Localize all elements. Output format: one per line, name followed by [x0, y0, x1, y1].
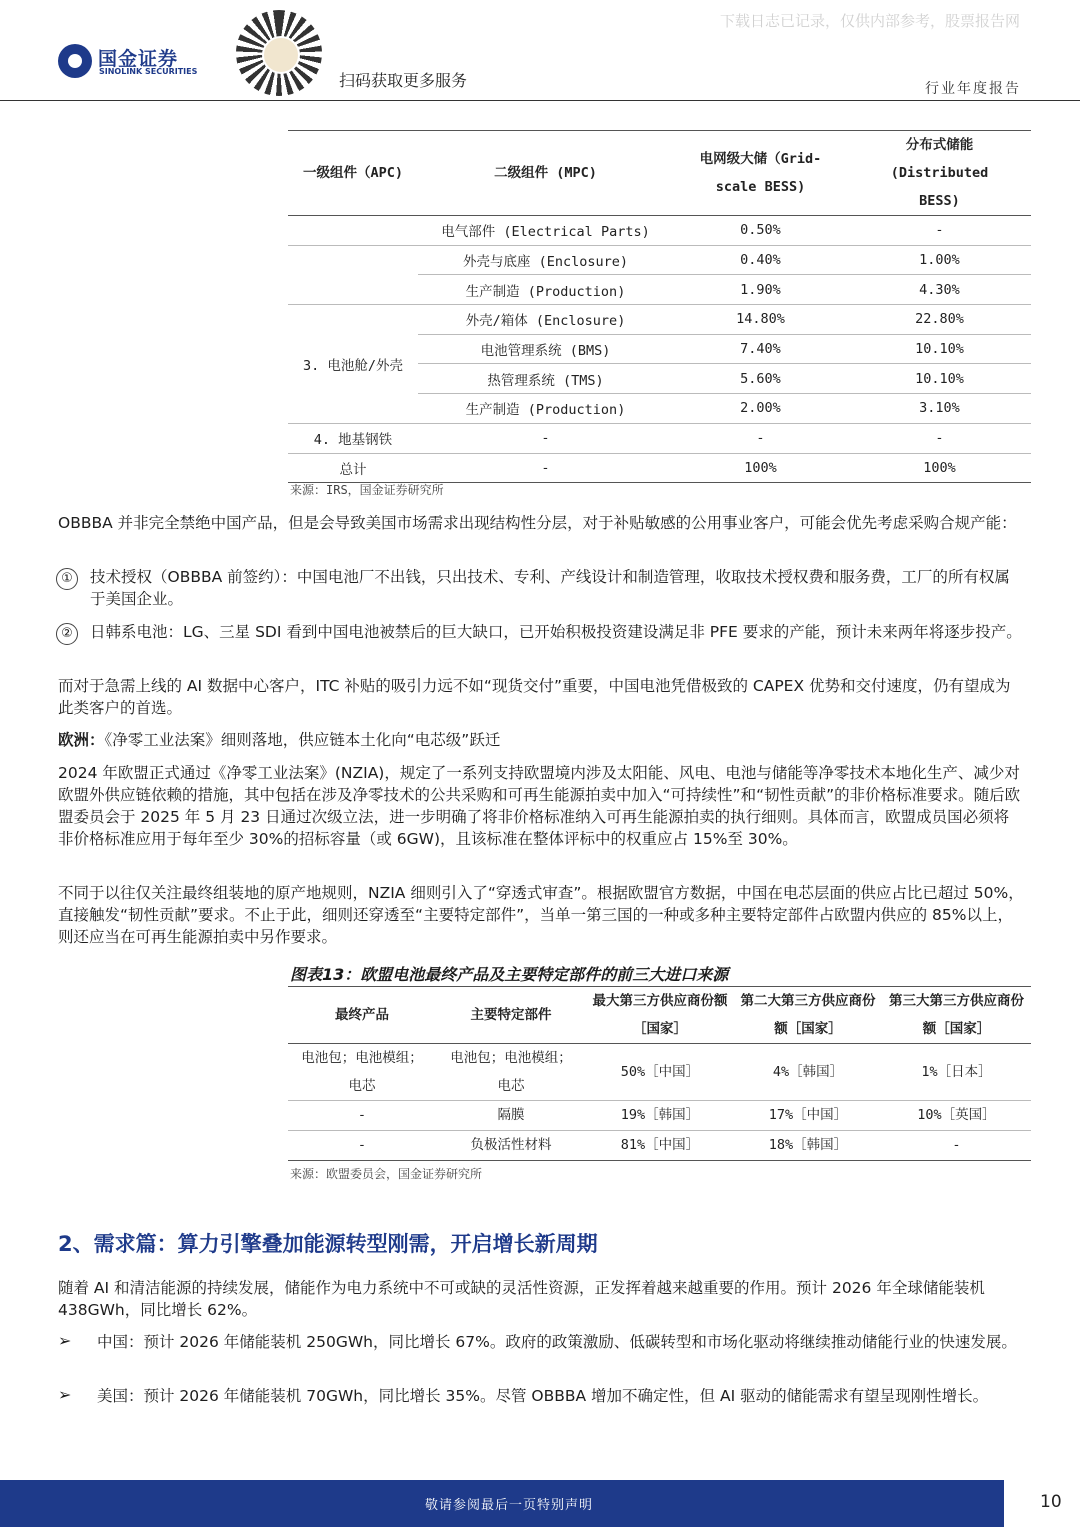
- table-group-cell: 3. 电池舱/外壳: [288, 305, 418, 424]
- table-row: [288, 1101, 1031, 1131]
- bullet-arrow-icon: ➢: [58, 1331, 72, 1350]
- table-cell: -: [418, 453, 673, 483]
- table-cell: 22.80%: [848, 305, 1031, 335]
- table-header-cell: 电网级大储（Grid-scale BESS): [673, 131, 848, 216]
- table-cell: 电气部件 (Electrical Parts): [418, 216, 673, 246]
- table-header-cell: 第三大第三方供应商份额［国家］: [882, 987, 1031, 1044]
- watermark-text: 下载日志已记录，仅供内部参考，股票报告网: [720, 12, 1021, 30]
- bullet-item: 中国：预计 2026 年储能装机 250GWh，同比增长 67%。政府的政策激励、低碳转型和市场化驱动将继续推动储能行业的快速发展。: [97, 1333, 1017, 1351]
- table-cell: 17%［中国］: [734, 1101, 882, 1131]
- qr-caption: 扫码获取更多服务: [339, 71, 468, 90]
- table-cell: 14.80%: [673, 305, 848, 335]
- component-cost-table: [288, 130, 1031, 483]
- table-cell: 81%［中国］: [586, 1131, 734, 1161]
- table-header-cell: 主要特定部件: [436, 987, 586, 1044]
- bullet-item: 美国：预计 2026 年储能装机 70GWh，同比增长 35%。尽管 OBBBA 增加不确定性，但 AI 驱动的储能需求有望呈现刚性增长。: [97, 1387, 989, 1405]
- page-number: 10: [1040, 1492, 1062, 1512]
- table-header-cell: 一级组件（APC): [288, 131, 418, 216]
- paragraph: 2024 年欧盟正式通过《净零工业法案》(NZIA)，规定了一系列支持欧盟境内涉及太阳能、风电、电池与储能等净零技术本地化生产、减少对欧盟外供应链依赖的措施，其中包括在涉及净零技术的公共采购和可再生能源拍卖中加入“可持续性”和“韧性贡献”的非价格标准要求。随后欧盟委员会于 2025 年 5 月 23 日通过次级立法，进一步明确了将非价格标准纳入可再生能源拍卖的执行细则。具体而言，欧盟成员国必须将非价格标准应用于每年至少 30%的招标容量（或 6GW)，且该标准在整体评标中的权重应占 15%至 30%。: [58, 764, 1021, 848]
- table-cell: 10%［英国］: [882, 1101, 1031, 1131]
- table-cell: 0.40%: [673, 245, 848, 275]
- bullet-arrow-icon: ➢: [58, 1385, 72, 1404]
- table-cell: -: [288, 1131, 436, 1161]
- table-row: [288, 216, 1031, 246]
- table-cell: 2.00%: [673, 394, 848, 424]
- footer-notice: 敬请参阅最后一页特别声明: [425, 1498, 594, 1513]
- table-cell: 4.30%: [848, 275, 1031, 305]
- table-cell: -: [673, 423, 848, 453]
- paragraph: OBBBA 并非完全禁绝中国产品，但是会导致美国市场需求出现结构性分层，对于补贴敏感的公用事业客户，可能会优先考虑采购合规产能：: [58, 514, 1017, 532]
- table-header-cell: 第二大第三方供应商份额［国家］: [734, 987, 882, 1044]
- table-row: [288, 453, 1031, 483]
- subheading-bold: 欧洲：: [58, 731, 105, 749]
- table-cell: 7.40%: [673, 334, 848, 364]
- table-source: 来源：IRS，国金证券研究所: [290, 483, 444, 497]
- table-row: [288, 305, 1031, 335]
- paragraph: 不同于以往仅关注最终组装地的原产地规则，NZIA 细则引入了“穿透式审查”。根据欧盟官方数据，中国在电芯层面的供应占比已超过 50%，直接触发“韧性贡献”要求。不止于此，细则还穿透至“主要特定部件”，当单一第三国的一种或多种主要特定部件占欧盟内供应的 85%以上，则还应当在可再生能源拍卖中另作要求。: [58, 884, 1024, 946]
- table-cell: 4%［韩国］: [734, 1044, 882, 1101]
- table-cell: -: [288, 1101, 436, 1131]
- table-cell: 4. 地基钢铁: [288, 423, 418, 453]
- subheading-text: 《净零工业法案》细则落地，供应链本土化向“电芯级”跃迁: [104, 731, 501, 749]
- table-row: [288, 1131, 1031, 1161]
- table-cell: 生产制造 (Production): [418, 394, 673, 424]
- table-cell: 100%: [848, 453, 1031, 483]
- qr-center-logo-icon: [262, 36, 300, 74]
- list-number: ②: [56, 623, 78, 645]
- table-header-cell: 二级组件 (MPC): [418, 131, 673, 216]
- table-cell: 生产制造 (Production): [418, 275, 673, 305]
- eu-import-source-table: [288, 986, 1031, 1161]
- section-title: 2、需求篇：算力引擎叠加能源转型刚需，开启增长新周期: [58, 1232, 598, 1256]
- sinolink-logo-icon: [58, 44, 92, 78]
- list-number: ①: [56, 568, 78, 590]
- table-header-cell: 分布式储能 (Distributed BESS): [848, 131, 1031, 216]
- paragraph: 而对于急需上线的 AI 数据中心客户，ITC 补贴的吸引力远不如“现货交付”重要，中国电池凭借极致的 CAPEX 优势和交付速度，仍有望成为此类客户的首选。: [58, 677, 1011, 717]
- table-cell: 外壳/箱体 (Enclosure): [418, 305, 673, 335]
- logo-english-name: SINOLINK SECURITIES: [99, 67, 198, 76]
- subheading: [58, 729, 1024, 751]
- figure-caption: 图表13：欧盟电池最终产品及主要特定部件的前三大进口来源: [290, 965, 729, 984]
- report-type-label: 行业年度报告: [925, 81, 1021, 97]
- paragraph: 随着 AI 和清洁能源的持续发展，储能作为电力系统中不可或缺的灵活性资源，正发挥着越来越重要的作用。预计 2026 年全球储能装机 438GWh，同比增长 62%。: [58, 1279, 985, 1319]
- header-divider: [0, 100, 1080, 101]
- table-cell: 3.10%: [848, 394, 1031, 424]
- table-cell: 50%［中国］: [586, 1044, 734, 1101]
- table-cell: -: [848, 423, 1031, 453]
- figure-source: 来源：欧盟委员会，国金证券研究所: [290, 1167, 483, 1181]
- table-cell: 外壳与底座 (Enclosure): [418, 245, 673, 275]
- table-cell: 10.10%: [848, 334, 1031, 364]
- table-header-cell: 最终产品: [288, 987, 436, 1044]
- table-cell: 1.00%: [848, 245, 1031, 275]
- logo-name: 国金证券: [98, 48, 179, 70]
- table-row: [288, 423, 1031, 453]
- table-cell: -: [848, 216, 1031, 246]
- table-cell: 100%: [673, 453, 848, 483]
- table-cell: 19%［韩国］: [586, 1101, 734, 1131]
- list-item: 日韩系电池：LG、三星 SDI 看到中国电池被禁后的巨大缺口，已开始积极投资建设满足非 PFE 要求的产能，预计未来两年将逐步投产。: [90, 623, 1022, 641]
- table-cell: 热管理系统 (TMS): [418, 364, 673, 394]
- table-cell: 5.60%: [673, 364, 848, 394]
- table-cell: 隔膜: [436, 1101, 586, 1131]
- list-item: 技术授权（OBBBA 前签约）：中国电池厂不出钱，只出技术、专利、产线设计和制造管理，收取技术授权费和服务费，工厂的所有权属于美国企业。: [90, 568, 1010, 608]
- table-cell: 负极活性材料: [436, 1131, 586, 1161]
- table-cell: -: [882, 1131, 1031, 1161]
- table-cell: 10.10%: [848, 364, 1031, 394]
- table-cell: 电池包；电池模组；电芯: [436, 1044, 586, 1101]
- table-row: [288, 1044, 1031, 1101]
- table-cell: 1%［日本］: [882, 1044, 1031, 1101]
- table-row: [288, 245, 1031, 275]
- table-cell: 18%［韩国］: [734, 1131, 882, 1161]
- table-cell: -: [418, 423, 673, 453]
- table-cell: 总计: [288, 453, 418, 483]
- table-cell: 电池包；电池模组；电芯: [288, 1044, 436, 1101]
- table-cell: 1.90%: [673, 275, 848, 305]
- table-cell: 电池管理系统 (BMS): [418, 334, 673, 364]
- table-cell: 0.50%: [673, 216, 848, 246]
- table-header-cell: 最大第三方供应商份额［国家］: [586, 987, 734, 1044]
